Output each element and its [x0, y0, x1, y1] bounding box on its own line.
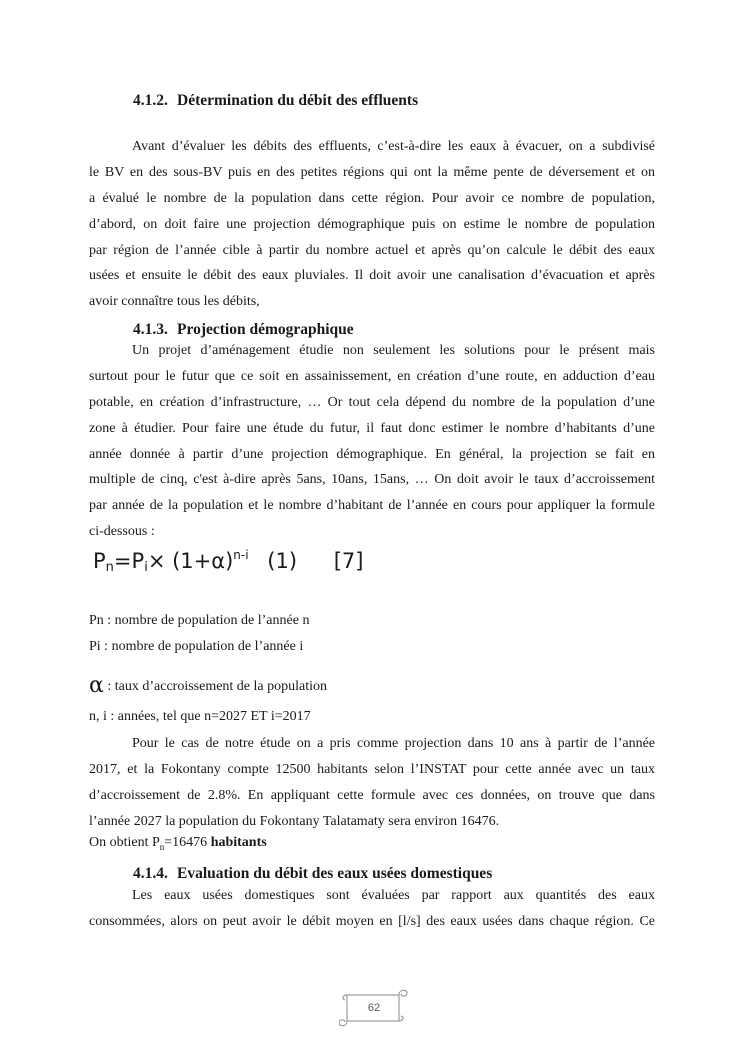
- section-heading-4-1-3: [133, 321, 354, 339]
- formula-times: × (1+α): [147, 549, 234, 573]
- formula-p: P: [93, 549, 106, 573]
- formula-equals: =: [113, 549, 132, 573]
- section-title: Evaluation du débit des eaux usées domestiques: [177, 865, 493, 882]
- paragraph-domestic-wastewater: [89, 883, 655, 935]
- page-number: 62: [367, 1002, 381, 1014]
- result-sub: n: [159, 841, 165, 852]
- section-title: Détermination du débit des effluents: [177, 92, 419, 109]
- paragraph-line: potable, en création d’infrastructure, … Or tout cela dépend du nombre de la population d’une: [89, 394, 655, 410]
- paragraph-line: d’abord, on doit faire une projection démographique puis on estime le nombre de population: [89, 216, 655, 232]
- paragraph-line: a évalué le nombre de la population dans cette région. Pour avoir ce nombre de population,: [89, 190, 655, 206]
- paragraph-intro: [89, 134, 655, 315]
- formula-number: (1): [267, 549, 298, 573]
- result-prefix: On obtient P: [89, 835, 160, 850]
- result-unit: habitants: [210, 835, 267, 850]
- formula-pi: P: [131, 549, 145, 573]
- paragraph-projection: [89, 338, 655, 545]
- projection-formula: [93, 548, 363, 575]
- section-title: Projection démographique: [177, 321, 354, 338]
- paragraph-line: consommées, alors on peut avoir le débit moyen en [l/s] des eaux usées dans chaque région. Ce: [89, 913, 655, 929]
- formula-sub-n: n: [105, 560, 114, 575]
- formula-exponent: n-i: [233, 548, 249, 562]
- formula-sub-i: i: [144, 560, 148, 575]
- paragraph-line: multiple de cinq, c'est à-dire après 5ans, 10ans, 15ans, … On doit avoir le taux d’accroissement: [89, 472, 655, 488]
- paragraph-line: par région de l’année cible à partir du nombre actuel et après qu’on calcule le débit des eaux: [89, 242, 655, 258]
- definition-alpha: [89, 673, 327, 698]
- result-value: =16476: [164, 835, 211, 850]
- paragraph-line: Les eaux usées domestiques sont évaluées par rapport aux quantités des eaux: [132, 888, 655, 903]
- alpha-description: : taux d’accroissement de la population: [103, 679, 328, 694]
- definition-years: n, i : années, tel que n=2027 ET i=2017: [89, 709, 311, 724]
- section-number: 4.1.4.: [133, 865, 168, 882]
- paragraph-line: par année de la population et le nombre d’habitant de l’année en cours pour appliquer la formule: [89, 498, 655, 514]
- formula-reference: [7]: [333, 549, 364, 573]
- alpha-symbol: α: [89, 673, 104, 698]
- paragraph-line: usées et ensuite le débit des eaux pluviales. Il doit avoir une canalisation d’évacuation et après: [89, 268, 655, 284]
- paragraph-line: Pour le cas de notre étude on a pris comme projection dans 10 ans à partir de l’année: [132, 736, 655, 751]
- page-number-scroll: [339, 985, 409, 1033]
- paragraph-line: année donnée à partir d’une projection démographique. En général, la projection se fait en: [89, 446, 655, 462]
- definition-pn: Pn : nombre de population de l’année n: [89, 613, 310, 628]
- paragraph-case-study: [89, 731, 655, 835]
- section-number: 4.1.3.: [133, 321, 168, 338]
- paragraph-line: surtout pour le futur que ce soit en assainissement, en création d’une route, en adduction d’eau: [89, 368, 655, 384]
- section-number: 4.1.2.: [133, 92, 168, 109]
- result-line: [89, 835, 267, 852]
- paragraph-line: Avant d’évaluer les débits des effluents, c’est-à-dire les eaux à évacuer, on a subdivisé: [132, 139, 655, 154]
- section-heading-4-1-4: [133, 865, 492, 883]
- definition-pi: Pi : nombre de population de l’année i: [89, 639, 304, 654]
- paragraph-line: l’année 2027 la population du Fokontany Talatamaty sera environ 16476.: [89, 813, 500, 829]
- paragraph-line: Un projet d’aménagement étudie non seulement les solutions pour le présent mais: [132, 343, 655, 358]
- paragraph-line: ci-dessous :: [89, 524, 155, 540]
- paragraph-line: avoir connaître tous les débits,: [89, 294, 260, 310]
- section-heading-4-1-2: [133, 92, 418, 110]
- paragraph-line: zone à étudier. Pour faire une étude du futur, il faut donc estimer le nombre d’habitants d’une: [89, 420, 655, 436]
- paragraph-line: le BV en des sous-BV puis en des petites régions qui ont la même pente de déversement et on: [89, 164, 655, 180]
- paragraph-line: d’accroissement de 2.8%. En appliquant cette formule avec ces données, on trouve que dans: [89, 787, 655, 803]
- paragraph-line: 2017, et la Fokontany compte 12500 habitants selon l’INSTAT pour cette année avec un taux: [89, 761, 655, 777]
